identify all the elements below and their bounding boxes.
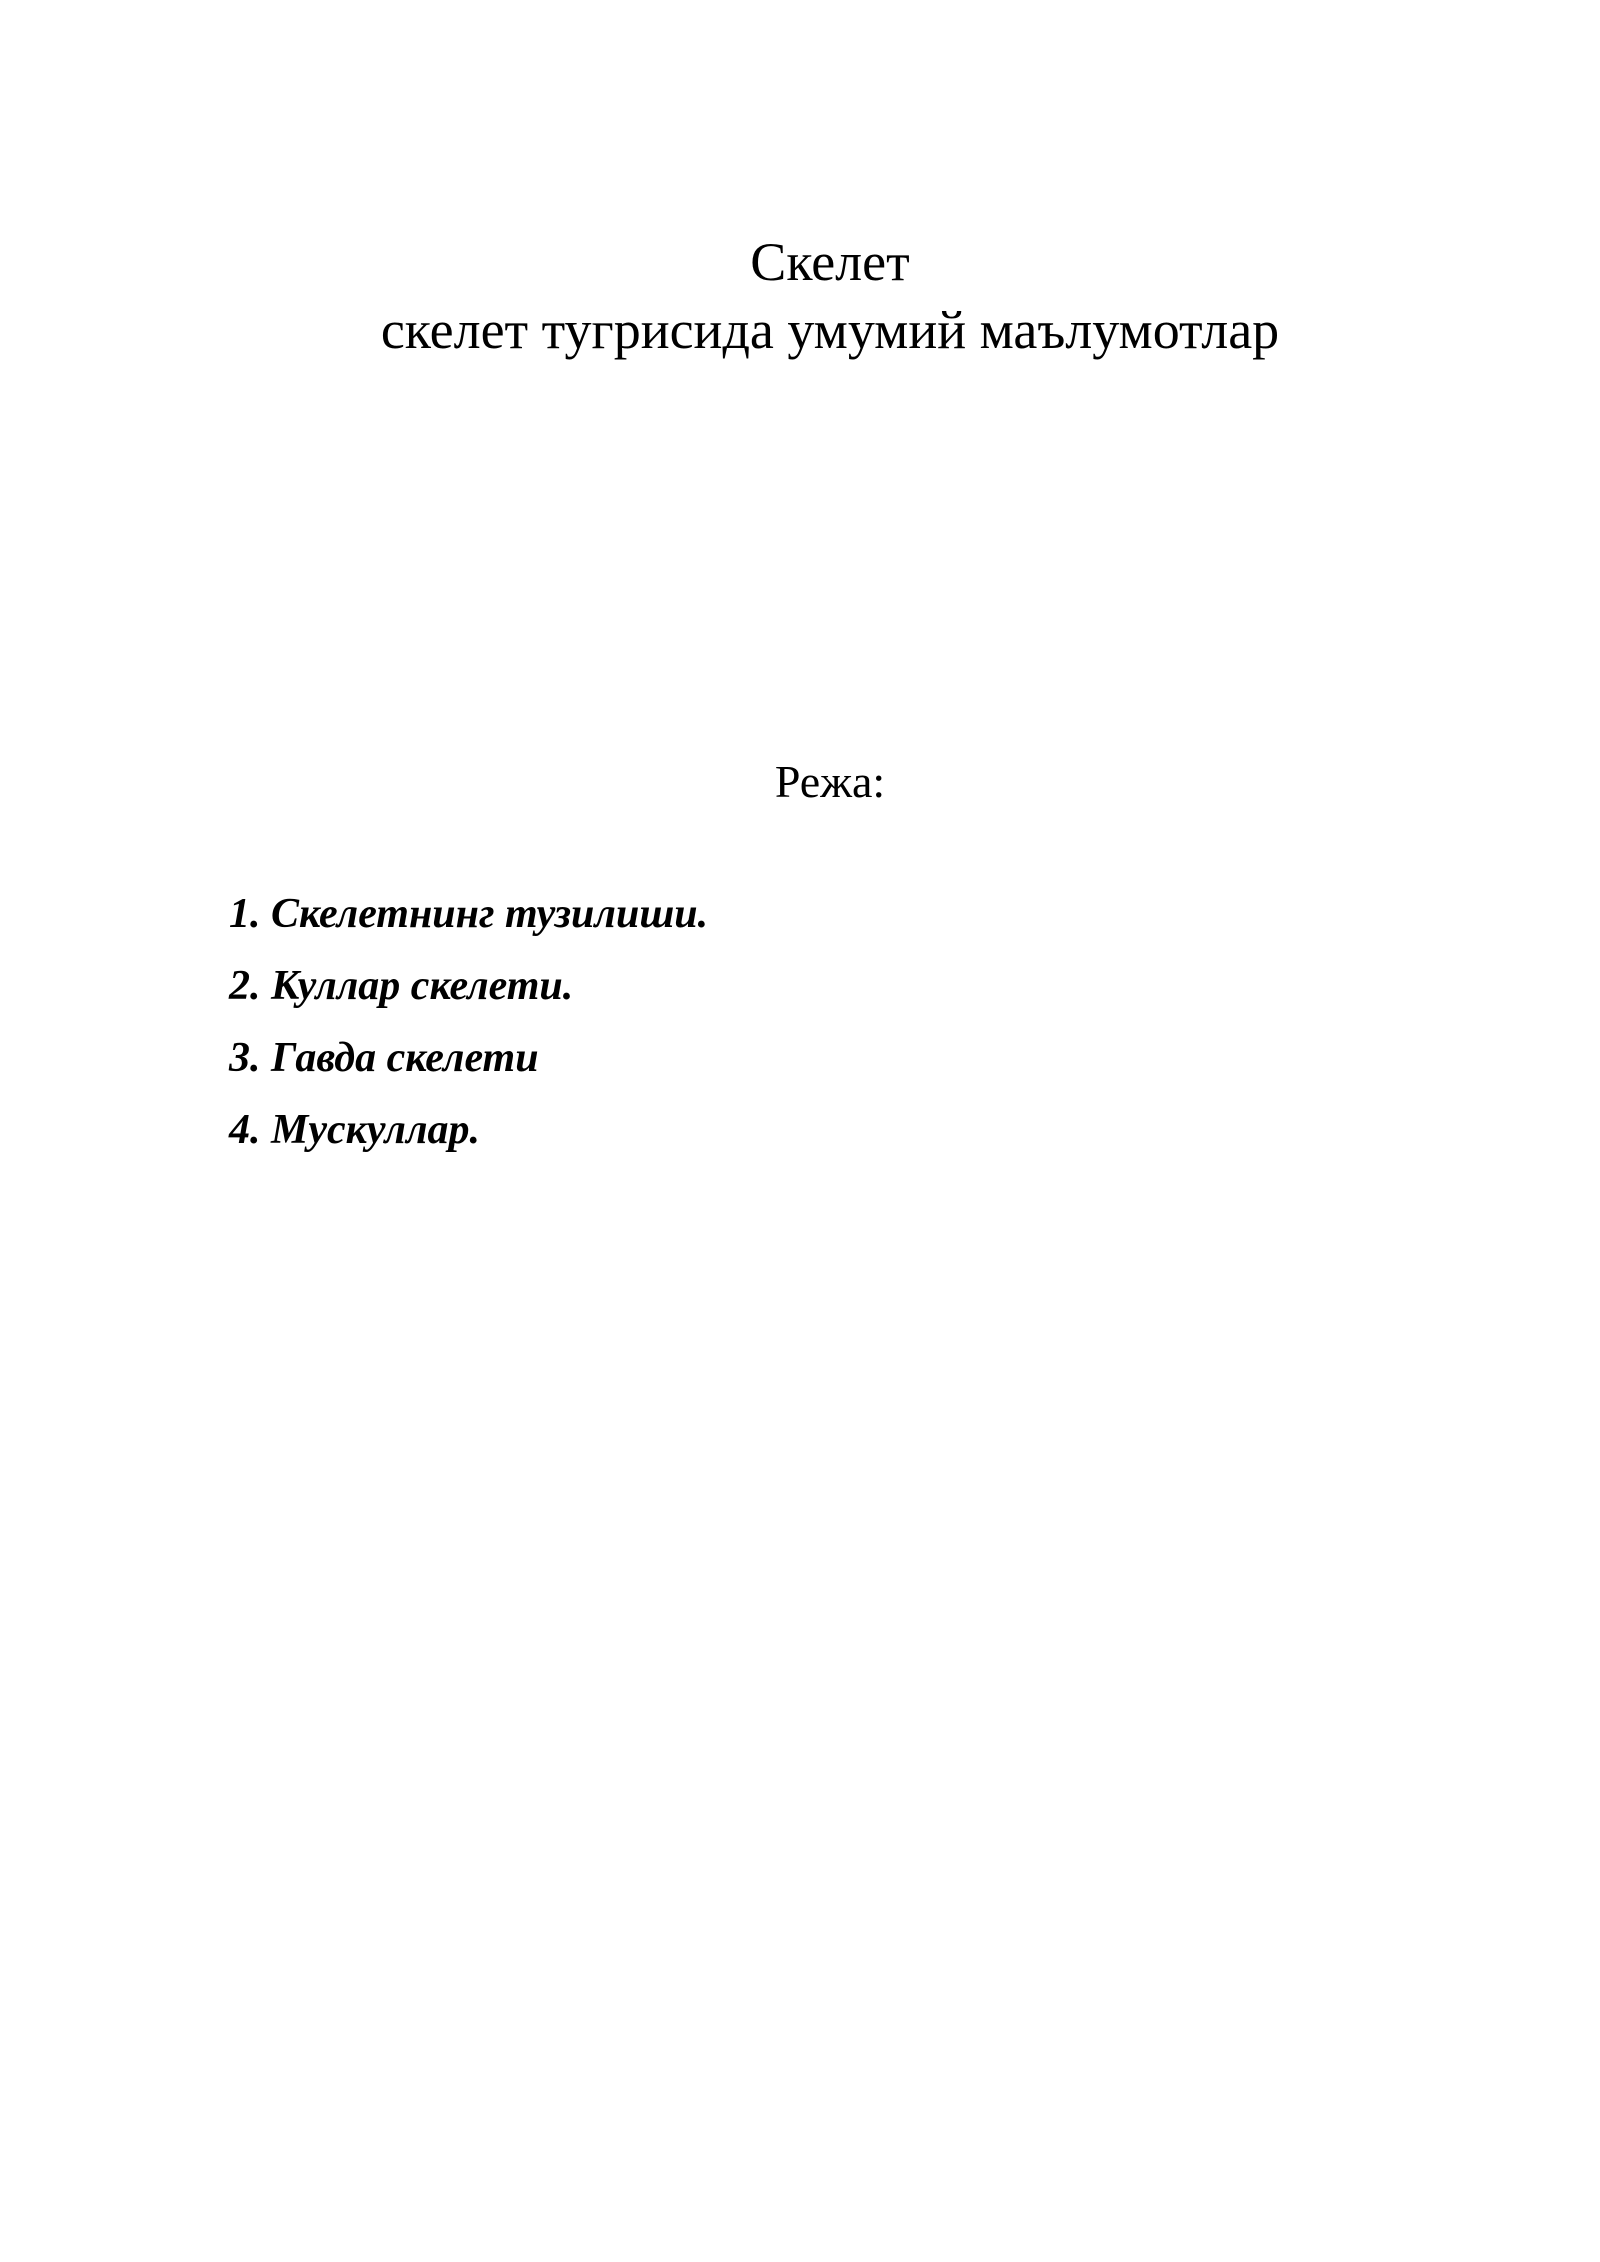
- plan-item: 4. Мускуллар.: [229, 1107, 481, 1153]
- plan-list: [229, 888, 708, 1176]
- document-subtitle: скелет тугрисида умумий маълумотлар: [380, 300, 1280, 360]
- document-title: Скелет: [750, 232, 910, 292]
- plan-item: 3. Гавда скелети: [229, 1035, 539, 1081]
- plan-item: 2. Куллар скелети.: [229, 963, 574, 1009]
- plan-item: 1. Скелетнинг тузилиши.: [229, 891, 709, 937]
- plan-heading: Режа:: [774, 756, 886, 807]
- title-block: [0, 228, 1600, 364]
